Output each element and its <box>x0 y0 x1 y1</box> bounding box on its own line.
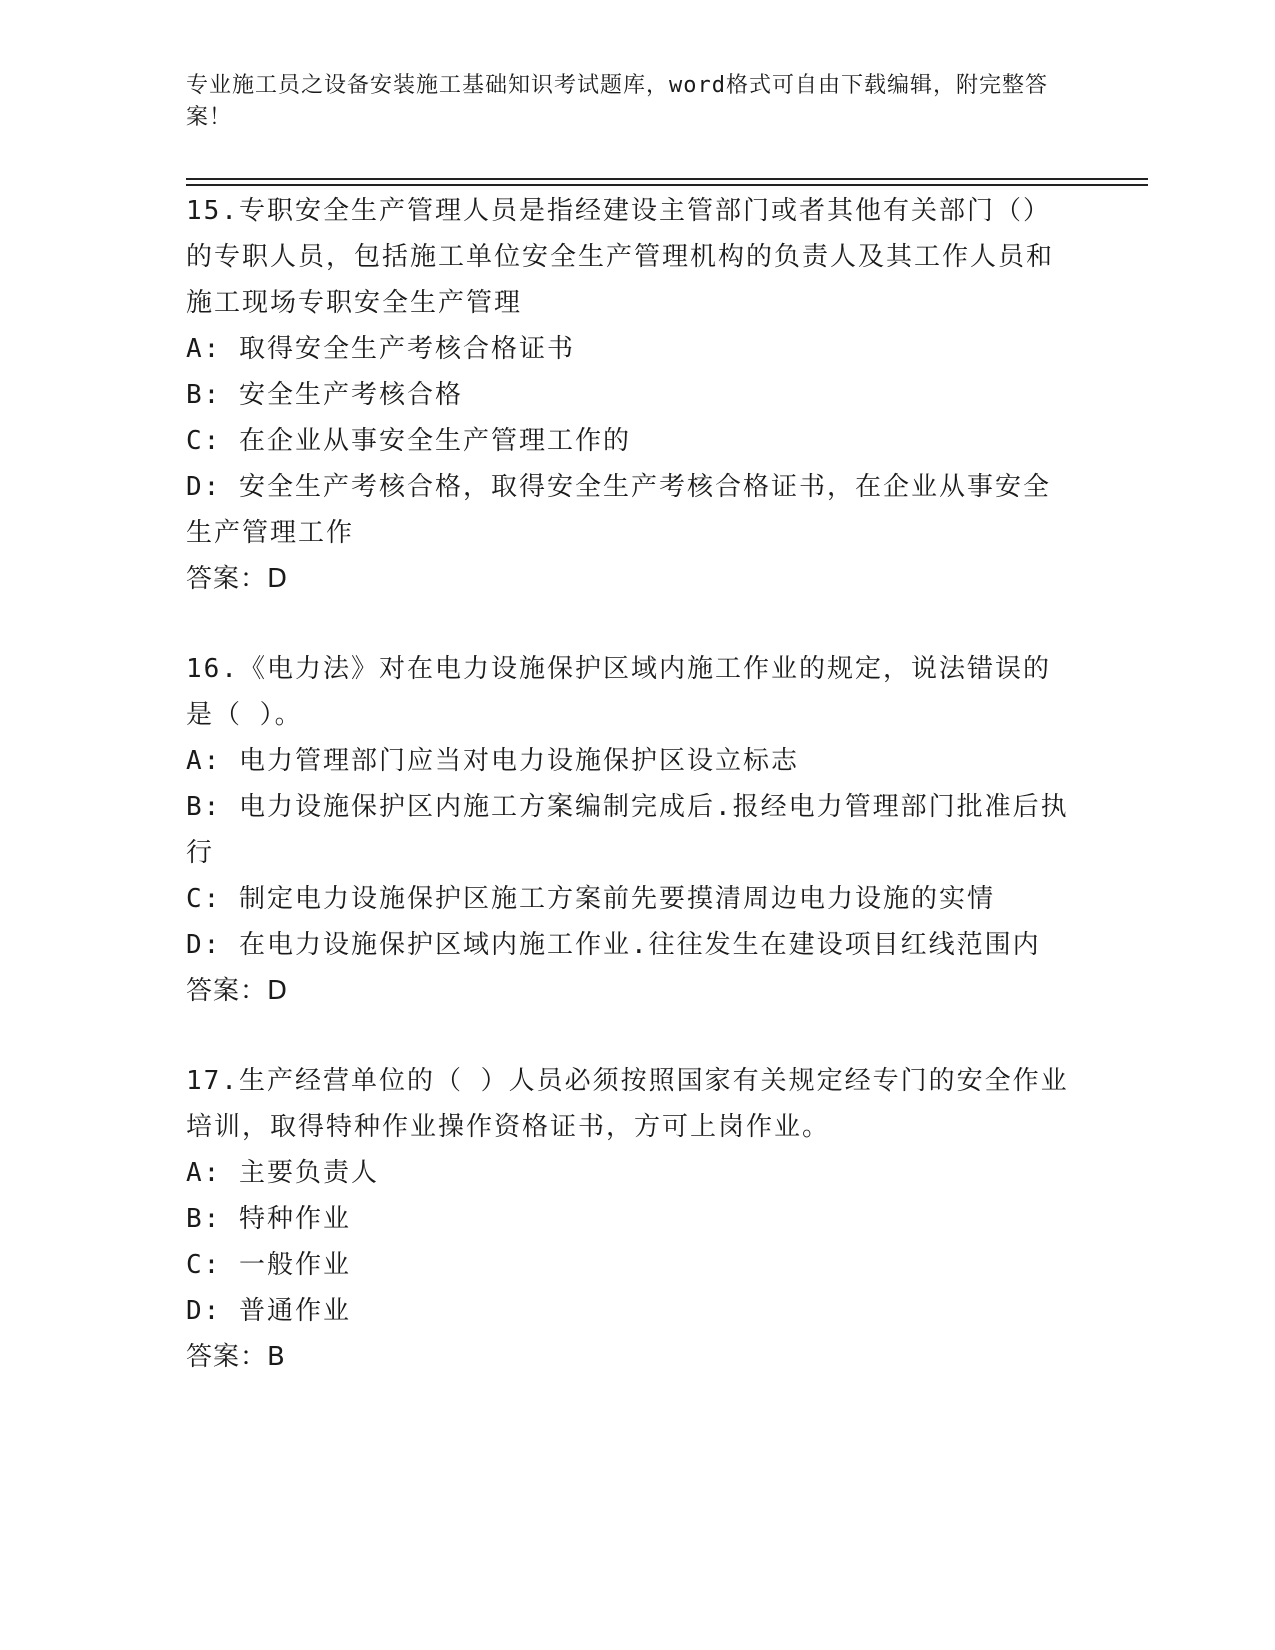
option-b: B: 安全生产考核合格 <box>186 380 463 410</box>
option-a: A: 电力管理部门应当对电力设施保护区设立标志 <box>186 746 799 776</box>
question-stem: 17.生产经营单位的（ ）人员必须按照国家有关规定经专门的安全作业培训，取得特种作业操作资格证书，方可上岗作业。 <box>186 1066 1069 1142</box>
document-header: 专业施工员之设备安装施工基础知识考试题库，word格式可自由下载编辑，附完整答案！ <box>186 73 1048 130</box>
option-c: C: 一般作业 <box>186 1250 351 1280</box>
header-divider-bottom <box>186 184 1148 186</box>
option-a: A: 主要负责人 <box>186 1158 379 1188</box>
header-divider-top <box>186 178 1148 180</box>
answer: 答案：B <box>186 1342 286 1372</box>
option-d: D: 普通作业 <box>186 1296 351 1326</box>
question-16 <box>186 646 1076 1014</box>
option-b: B: 特种作业 <box>186 1204 351 1234</box>
option-a: A: 取得安全生产考核合格证书 <box>186 334 575 364</box>
option-c: C: 在企业从事安全生产管理工作的 <box>186 426 631 456</box>
answer: 答案：D <box>186 564 289 594</box>
option-b: B: 电力设施保护区内施工方案编制完成后.报经电力管理部门批准后执行 <box>186 792 1069 868</box>
question-stem: 15.专职安全生产管理人员是指经建设主管部门或者其他有关部门（）的专职人员，包括施工单位安全生产管理机构的负责人及其工作人员和施工现场专职安全生产管理 <box>186 196 1055 318</box>
question-stem: 16.《电力法》对在电力设施保护区域内施工作业的规定，说法错误的是（ ）。 <box>186 654 1051 730</box>
question-15 <box>186 188 1076 602</box>
question-17 <box>186 1058 1076 1380</box>
option-d: D: 在电力设施保护区域内施工作业.往往发生在建设项目红线范围内 <box>186 930 1041 960</box>
option-d: D: 安全生产考核合格，取得安全生产考核合格证书，在企业从事安全生产管理工作 <box>186 472 1051 548</box>
option-c: C: 制定电力设施保护区施工方案前先要摸清周边电力设施的实情 <box>186 884 995 914</box>
answer: 答案：D <box>186 976 289 1006</box>
